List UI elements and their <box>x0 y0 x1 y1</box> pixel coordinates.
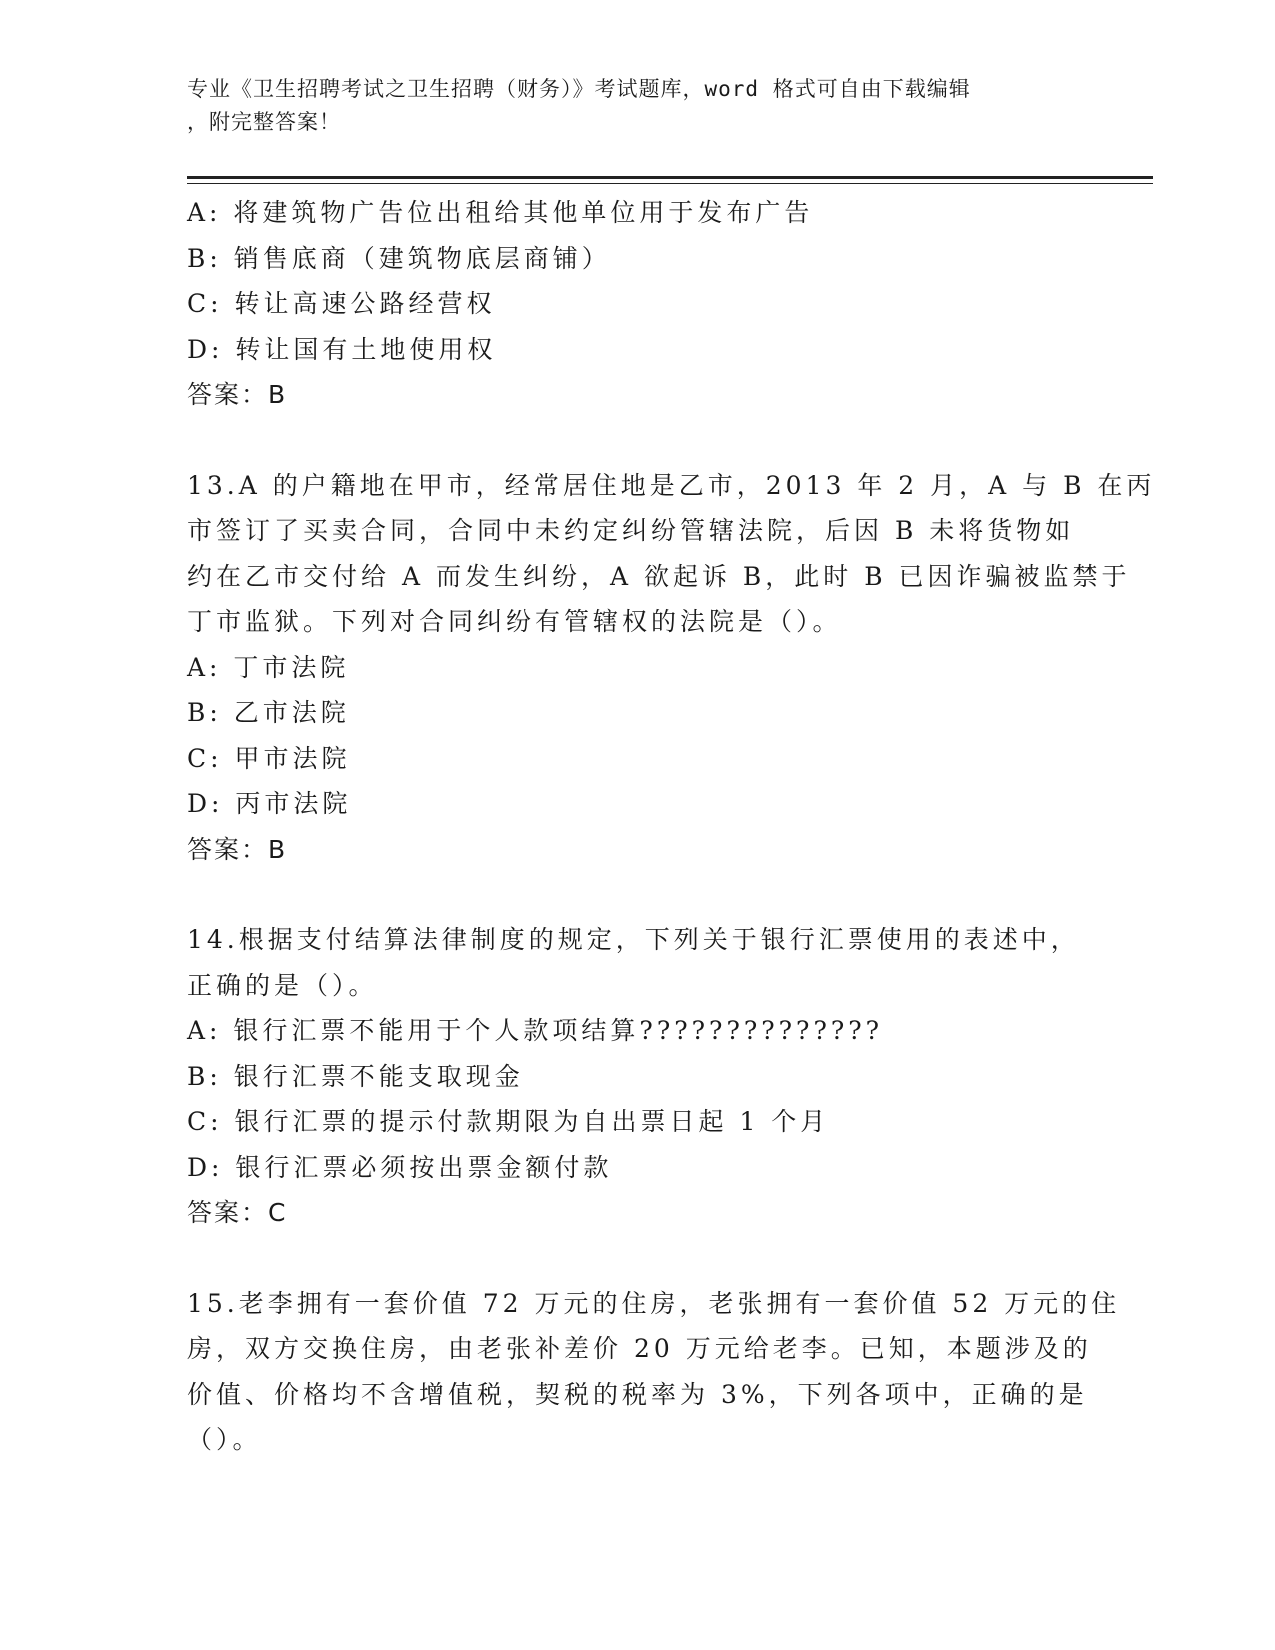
option-d: D: 丙市法院 <box>187 789 352 818</box>
header-rule-thin <box>187 183 1153 184</box>
question-12 <box>187 190 1087 418</box>
option-c: C: 甲市法院 <box>187 743 351 773</box>
option-a: A: 将建筑物广告位出租给其他单位用于发布广告 <box>187 198 814 227</box>
question-list <box>187 190 1156 1463</box>
option-d: D: 转让国有土地使用权 <box>187 334 497 364</box>
option-d: D: 银行汇票必须按出票金额付款 <box>187 1152 613 1182</box>
question-stem-line: 约在乙市交付给 A 而发生纠纷，A 欲起诉 B，此时 B 已因诈骗被监禁于 <box>187 561 1131 591</box>
option-a: A: 丁市法院 <box>187 652 350 682</box>
question-stem-line: 13.A 的户籍地在甲市，经常居住地是乙市，2013 年 2 月，A 与 B 在丙 <box>187 470 1156 500</box>
question-14 <box>187 917 1087 1236</box>
answer: 答案：C <box>187 1198 288 1227</box>
option-c: C: 转让高速公路经营权 <box>187 289 496 318</box>
question-13 <box>187 463 1156 873</box>
question-stem-line: 市签订了买卖合同，合同中未约定纠纷管辖法院，后因 B 未将货物如 <box>187 516 1075 545</box>
question-stem-line: （）。 <box>187 1425 262 1454</box>
question-stem-line: 价值、价格均不含增值税，契税的税率为 3%，下列各项中，正确的是 <box>187 1379 1088 1409</box>
header-line-2: ，附完整答案！ <box>187 110 341 134</box>
question-stem-line: 正确的是（）。 <box>187 970 378 1000</box>
option-c: C: 银行汇票的提示付款期限为自出票日起 1 个月 <box>187 1107 830 1136</box>
spacer <box>187 418 1087 463</box>
option-b: B: 乙市法院 <box>187 698 350 727</box>
question-stem-line: 丁市监狱。下列对合同纠纷有管辖权的法院是（）。 <box>187 607 842 636</box>
question-stem-line: 14.根据支付结算法律制度的规定，下列关于银行汇票使用的表述中， <box>187 925 1080 954</box>
option-b: B: 银行汇票不能支取现金 <box>187 1061 524 1091</box>
option-b: B: 销售底商（建筑物底层商铺） <box>187 243 611 273</box>
answer: 答案：B <box>187 380 288 409</box>
question-stem-line: 15.老李拥有一套价值 72 万元的住房，老张拥有一套价值 52 万元的住 <box>187 1288 1121 1318</box>
option-a: A: 银行汇票不能用于个人款项结算?????????????? <box>187 1016 884 1045</box>
spacer <box>187 1236 1087 1281</box>
header-rule-thick <box>187 176 1153 179</box>
spacer <box>187 872 1087 917</box>
answer: 答案：B <box>187 834 288 864</box>
question-15 <box>187 1281 1121 1463</box>
question-stem-line: 房，双方交换住房，由老张补差价 20 万元给老李。已知，本题涉及的 <box>187 1334 1092 1363</box>
header-line-1: 专业《卫生招聘考试之卫生招聘（财务）》考试题库，word 格式可自由下载编辑 <box>187 77 971 101</box>
document-header <box>187 73 1067 139</box>
